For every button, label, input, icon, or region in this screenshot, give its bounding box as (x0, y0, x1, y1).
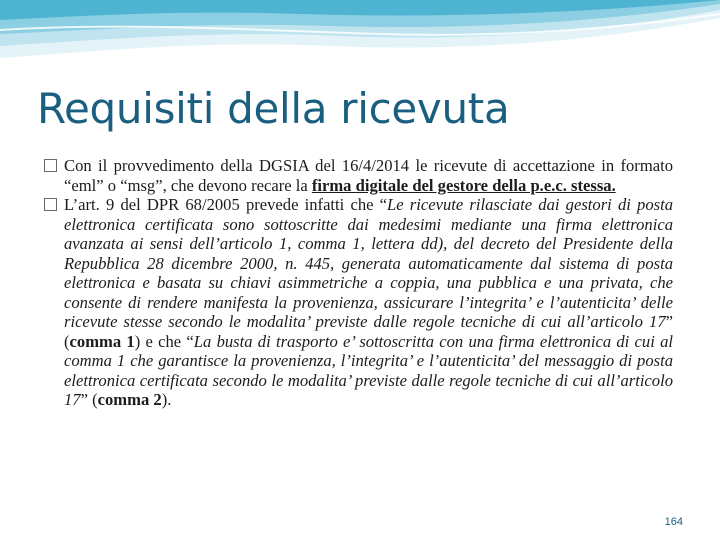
bullet-paragraph-1 (44, 156, 673, 195)
header-wave-decoration (0, 0, 720, 70)
para2-intro: L’art. 9 del DPR 68/2005 prevede infatti che “ (64, 195, 388, 214)
para2-close-1: ” ( (64, 312, 673, 351)
bullet-paragraph-2 (44, 195, 673, 410)
para2-quote-1: Le ricevute rilasciate dai gestori di posta elettronica certificata sono sottoscritte dai medesimi mediante una firma elettronica avanzata ai sensi dell’articolo 1, comma 1, lettera dd), del decreto del Presidente della Repubblica 28 dicembre 2000, n. 445, generata automaticamente dal sistema di posta elettronica e basata su chiavi asimmetriche a coppia, una pubblica e una privata, che consente di rendere manifesta la provenienza, assicurare l’integrita’ e l’autenticita’ delle ricevute stesse secondo le modalita’ previste dalle regole tecniche di cui all’articolo 17 (64, 195, 674, 331)
para2-close-2: ” ( (80, 390, 98, 409)
bullet-square-icon (44, 159, 57, 172)
slide-title: Requisiti della ricevuta (37, 84, 510, 133)
bullet-square-icon (44, 198, 57, 211)
para2-ref-2: comma 2 (97, 390, 162, 409)
para1-text: Con il provvedimento della DGSIA del 16/4/2014 le ricevute di accettazione in formato “eml” o “msg”, che devono recare la (64, 156, 673, 195)
para1-underlined-text: firma digitale del gestore della p.e.c. stessa. (311, 175, 616, 195)
para2-quote-2: La busta di trasporto e’ sottoscritta con una firma elettronica di cui al comma 1 che garantisce la provenienza, l’integrita’ e l’autenticita’ del messaggio di posta elettronica certificata secondo le modalita’ previste dalle regole tecniche di cui all’articolo 17 (64, 331, 673, 409)
para2-end: ). (161, 390, 172, 409)
slide-body (44, 156, 673, 410)
para2-ref-1: comma 1 (69, 331, 135, 351)
para2-mid: ) e che “ (134, 331, 194, 351)
page-number: 164 (664, 516, 683, 528)
